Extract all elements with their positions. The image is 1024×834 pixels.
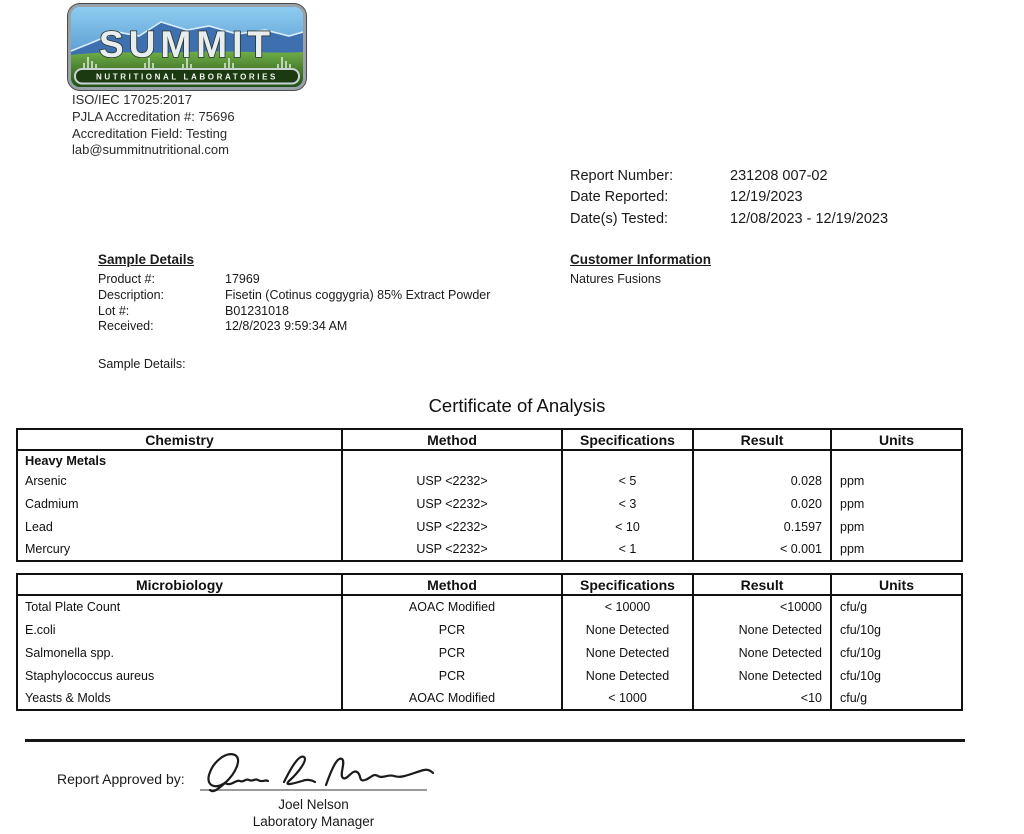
date-reported-row [570, 187, 888, 208]
dates-tested-row [570, 209, 888, 230]
method-cell: USP <2232> [342, 515, 562, 538]
summit-logo [68, 4, 306, 90]
dates-tested-value: 12/08/2023 - 12/19/2023 [730, 210, 889, 227]
product-number-label: Product #: [98, 272, 155, 286]
chemistry-header-row [17, 429, 962, 450]
lot-number-label: Lot #: [98, 303, 130, 318]
method-col-header: Method [342, 429, 562, 450]
report-number-row [570, 166, 888, 187]
analyte-cell: Yeasts & Molds [25, 691, 111, 705]
spec-cell: None Detected [562, 664, 693, 687]
table-row-arsenic [17, 469, 962, 492]
table-row-total-plate-count [17, 595, 962, 618]
empty-cell [342, 450, 562, 469]
analyte-cell: Staphylococcus aureus [25, 668, 155, 683]
table-row-ecoli [17, 618, 962, 641]
date-reported-label: Date Reported: [570, 189, 669, 206]
result-cell: 0.020 [693, 492, 831, 515]
method-col-header: Method [342, 574, 562, 595]
method-cell: AOAC Modified [342, 595, 562, 618]
method-cell: PCR [342, 618, 562, 641]
spec-cell: None Detected [562, 641, 693, 664]
units-cell: cfu/g [831, 595, 962, 618]
method-cell: PCR [342, 641, 562, 664]
spec-cell: < 5 [562, 469, 693, 492]
units-cell: ppm [831, 515, 962, 538]
units-cell: cfu/10g [831, 641, 962, 664]
sample-details-heading: Sample Details [98, 252, 195, 267]
signer-name: Joel Nelson [278, 797, 349, 812]
report-approved-by-label: Report Approved by: [57, 771, 185, 787]
result-col-header: Result [693, 429, 831, 450]
spec-cell: < 1000 [562, 687, 693, 710]
iso-line: ISO/IEC 17025:2017 [72, 92, 192, 107]
report-info-block [570, 166, 888, 230]
analyte-cell: E.coli [25, 622, 56, 637]
specifications-col-header: Specifications [562, 429, 693, 450]
spec-cell: < 1 [562, 538, 693, 561]
pjla-line: PJLA Accreditation #: 75696 [72, 108, 235, 124]
microbiology-header-row [17, 574, 962, 595]
units-col-header: Units [831, 574, 962, 595]
empty-cell [831, 450, 962, 469]
summit-logo-art [71, 7, 303, 87]
dates-tested-label: Date(s) Tested: [570, 210, 669, 227]
sample-details-extra-label: Sample Details: [98, 357, 186, 371]
product-number-row [98, 272, 490, 288]
result-cell: <10000 [693, 595, 831, 618]
spec-cell: < 10 [562, 515, 693, 538]
units-col-header: Units [831, 429, 962, 450]
empty-cell [693, 450, 831, 469]
table-row-yeasts-molds [17, 687, 962, 710]
received-row [98, 319, 490, 335]
description-row [98, 288, 490, 304]
result-cell: 0.028 [693, 469, 831, 492]
analyte-cell: Salmonella spp. [25, 645, 114, 660]
result-col-header: Result [693, 574, 831, 595]
table-row-mercury [17, 538, 962, 561]
description-label: Description: [98, 287, 164, 302]
method-cell: AOAC Modified [342, 687, 562, 710]
lot-number-value: B01231018 [225, 303, 289, 318]
analyte-cell: Arsenic [25, 473, 67, 488]
heavy-metals-group-row [17, 450, 962, 469]
spec-cell: < 10000 [562, 595, 693, 618]
spec-cell: < 3 [562, 492, 693, 515]
signer-title: Laboratory Manager [252, 814, 375, 829]
microbiology-col-header: Microbiology [17, 574, 342, 595]
table-row-staph [17, 664, 962, 687]
customer-name: Natures Fusions [570, 272, 662, 286]
spec-cell: None Detected [562, 618, 693, 641]
description-value: Fisetin (Cotinus coggygria) 85% Extract Powder [225, 287, 491, 302]
units-cell: cfu/10g [831, 618, 962, 641]
page-title: Certificate of Analysis [428, 395, 606, 416]
product-number-value: 17969 [225, 272, 260, 286]
table-row-lead [17, 515, 962, 538]
customer-information-heading: Customer Information [570, 252, 712, 267]
table-row-salmonella [17, 641, 962, 664]
method-cell: USP <2232> [342, 469, 562, 492]
group-label-cell: Heavy Metals [25, 452, 107, 468]
logo-tagline-text: NUTRITIONAL LABORATORIES [96, 72, 278, 82]
result-cell: None Detected [693, 618, 831, 641]
units-cell: ppm [831, 492, 962, 515]
units-cell: cfu/10g [831, 664, 962, 687]
analyte-cell: Mercury [25, 542, 71, 556]
date-reported-value: 12/19/2023 [730, 189, 803, 206]
analyte-cell: Cadmium [25, 496, 79, 511]
chemistry-table [16, 428, 963, 562]
lab-email: lab@summitnutritional.com [72, 142, 229, 158]
result-cell: 0.1597 [693, 515, 831, 538]
analyte-cell: Lead [25, 519, 53, 534]
units-cell: ppm [831, 538, 962, 561]
specifications-col-header: Specifications [562, 574, 693, 595]
sample-details-block [98, 272, 490, 335]
units-cell: cfu/g [831, 687, 962, 710]
empty-cell [562, 450, 693, 469]
units-cell: ppm [831, 469, 962, 492]
field-line: Accreditation Field: Testing [72, 125, 228, 141]
result-cell: None Detected [693, 641, 831, 664]
received-label: Received: [98, 319, 154, 334]
result-cell: None Detected [693, 664, 831, 687]
result-cell: < 0.001 [693, 538, 831, 561]
microbiology-table [16, 573, 963, 711]
footer-divider [25, 739, 965, 742]
accreditation-block [72, 92, 235, 159]
report-number-value: 231208 007-02 [730, 168, 828, 184]
signature-handwriting [196, 744, 436, 794]
table-row-cadmium [17, 492, 962, 515]
result-cell: <10 [693, 687, 831, 710]
report-number-label: Report Number: [570, 168, 674, 184]
received-value: 12/8/2023 9:59:34 AM [225, 319, 348, 334]
method-cell: PCR [342, 664, 562, 687]
chemistry-col-header: Chemistry [17, 429, 342, 450]
method-cell: USP <2232> [342, 492, 562, 515]
logo-title-text: SUMMIT [99, 24, 275, 65]
lot-number-row [98, 304, 490, 320]
analyte-cell: Total Plate Count [25, 600, 121, 614]
method-cell: USP <2232> [342, 538, 562, 561]
